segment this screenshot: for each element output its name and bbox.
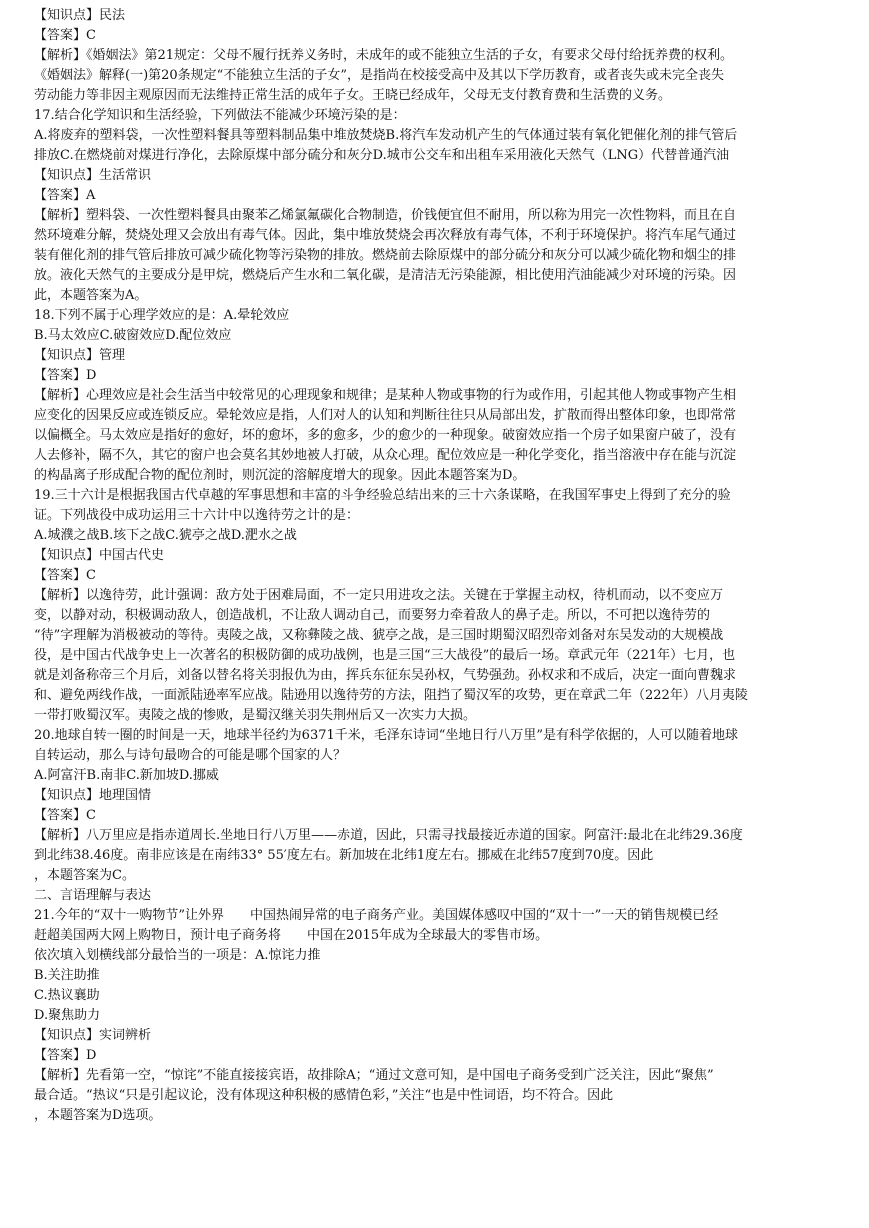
- text-line: 赶超美国两大网上购物日，预计电子商务将 中国在2015年成为全球最大的零售市场。: [34, 928, 549, 943]
- text-line: 【知识点】生活常识: [34, 168, 152, 183]
- text-line: 依次填入划横线部分最恰当的一项是：A.惊诧力推: [34, 948, 321, 963]
- text-line: 【解析】《婚姻法》第21规定：父母不履行抚养义务时，未成年的或不能独立生活的子女，有要求父母付给抚养费的权利。: [34, 48, 734, 63]
- text-line: A.城濮之战B.垓下之战C.猇亭之战D.淝水之战: [34, 528, 297, 543]
- text-line: 【答案】D: [34, 1048, 97, 1063]
- text-line: 【答案】D: [34, 368, 97, 383]
- text-line: 【知识点】实词辨析: [34, 1028, 152, 1043]
- text-line: 【解析】八万里应是指赤道周长.坐地日行八万里——赤道，因此，只需寻找最接近赤道的国家。阿富汗:最北在北纬29.36度: [34, 828, 743, 843]
- text-line: 【知识点】民法: [34, 8, 126, 23]
- text-line: 最合适。“热议“只是引起议论，没有体现这种积极的感情色彩，”关注“也是中性词语，均不符合。因此: [34, 1088, 614, 1103]
- text-line: 变，以静对动，积极调动敌人，创造战机，不让敌人调动自己，而要努力牵着敌人的鼻子走。所以，不可把以逸待劳的: [34, 608, 711, 623]
- text-line: 和、避免两线作战，一面派陆逊率军应战。陆逊用以逸待劳的方法，阻挡了蜀汉军的攻势，更在章武二年（222年）八月夷陵: [34, 688, 748, 703]
- text-line: ，本题答案为C。: [34, 868, 135, 883]
- text-line: 以偏概全。马太效应是指好的愈好，坏的愈坏，多的愈多，少的愈少的一种现象。破窗效应指一个房子如果窗户破了，没有: [34, 428, 737, 443]
- question-19: 19.三十六计是根据我国古代卓越的军事思想和丰富的斗争经验总结出来的三十六条谋略，在我国军事史上得到了充分的验: [34, 488, 731, 503]
- text-line: 【答案】C: [34, 28, 96, 43]
- text-line: 放。液化天然气的主要成分是甲烷，燃烧后产生水和二氧化碳，是清洁无污染能源，相比使用汽油能减少对环境的污染。因: [34, 268, 737, 283]
- text-line: 此，本题答案为A。: [34, 288, 148, 303]
- text-line: 排放C.在燃烧前对煤进行净化，去除原煤中部分硫分和灰分D.城市公交车和出租车采用液化天然气（LNG）代替普通汽油: [34, 148, 730, 163]
- text-line: ，本题答案为D选项。: [34, 1108, 162, 1123]
- text-line: 一带打败蜀汉军。夷陵之战的惨败，是蜀汉继关羽失荆州后又一次实力大损。: [34, 708, 477, 723]
- text-line: A.将废弃的塑料袋，一次性塑料餐具等塑料制品集中堆放焚烧B.将汽车发动机产生的气体通过装有氧化钯催化剂的排气管后: [34, 128, 738, 143]
- text-line: 到北纬38.46度。南非应该是在南纬33° 55′度左右。新加坡在北纬1度左右。挪威在北纬57度到70度。因此: [34, 848, 654, 863]
- text-line: 【知识点】地理国情: [34, 788, 152, 803]
- question-18: 18.下列不属于心理学效应的是：A.晕轮效应: [34, 308, 290, 323]
- text-line: 应变化的因果反应或连锁反应。晕轮效应是指，人们对人的认知和判断往往只从局部出发，扩散而得出整体印象，也即常常: [34, 408, 737, 423]
- text-line: 役，是中国古代战争史上一次著名的积极防御的成功战例，也是三国“三大战役”的最后一场。章武元年（221年）七月，也: [34, 648, 736, 663]
- text-line: 【知识点】中国古代史: [34, 548, 165, 563]
- text-line: 【解析】以逸待劳，此计强调：敌方处于困难局面，不一定只用进攻之法。关键在于掌握主动权，待机而动，以不变应万: [34, 588, 724, 603]
- question-21: 21.今年的“双十一购物节”让外界 中国热闹异常的电子商务产业。美国媒体感叹中国的“双十一”一天的销售规模已经: [34, 908, 719, 923]
- text-line: 然环境难分解，焚烧处理又会放出有毒气体。因此，集中堆放焚烧会再次释放有毒气体，不利于环境保护。将汽车尾气通过: [34, 228, 737, 243]
- text-line: D.聚焦助力: [34, 1008, 101, 1023]
- text-line: 证。下列战役中成功运用三十六计中以逸待劳之计的是：: [34, 508, 360, 523]
- text-line: 就是刘备称帝三个月后，刘备以替名将关羽报仇为由，挥兵东征东吴孙权，气势强劲。孙权求和不成后，决定一面向曹魏求: [34, 668, 737, 683]
- text-line: “待”字理解为消极被动的等待。夷陵之战，又称彝陵之战、猇亭之战，是三国时期蜀汉昭烈帝刘备对东吴发动的大规模战: [34, 628, 724, 643]
- text-line: 【解析】先看第一空，“惊诧”不能直接接宾语，故排除A；“通过文意可知，是中国电子商务受到广泛关注，因此“聚焦”: [34, 1068, 714, 1083]
- text-line: A.阿富汗B.南非C.新加坡D.挪威: [34, 768, 219, 783]
- text-line: 【解析】心理效应是社会生活当中较常见的心理现象和规律；是某种人物或事物的行为或作用，引起其他人物或事物产生相: [34, 388, 737, 403]
- text-line: C.热议襄助: [34, 988, 100, 1003]
- document-body: [34, 6, 854, 1126]
- text-line: 装有催化剂的排气管后排放可减少硫化物等污染物的排放。燃烧前去除原煤中的部分硫分和灰分可以减少硫化物和烟尘的排: [34, 248, 737, 263]
- text-line: 《婚姻法》解释(一)第20条规定“不能独立生活的子女”，是指尚在校接受高中及其以下学历教育，或者丧失或未完全丧失: [34, 68, 724, 83]
- text-line: 人去修补，隔不久，其它的窗户也会莫名其妙地被人打破，从众心理。配位效应是一种化学变化，指当溶液中存在能与沉淀: [34, 448, 737, 463]
- text-line: 【解析】塑料袋、一次性塑料餐具由聚苯乙烯氯氟碳化合物制造，价钱便宜但不耐用，所以称为用完一次性物料，而且在自: [34, 208, 737, 223]
- text-line: 劳动能力等非因主观原因而无法维持正常生活的成年子女。王晓已经成年，父母无支付教育费和生活费的义务。: [34, 88, 672, 103]
- text-line: 【答案】C: [34, 808, 96, 823]
- text-line: B.关注助推: [34, 968, 100, 983]
- section-heading: 二、言语理解与表达: [34, 888, 152, 903]
- question-20: 20.地球自转一圈的时间是一天，地球半径约为6371千米，毛泽东诗词“坐地日行八万里”是有科学依据的，人可以随着地球: [34, 728, 739, 743]
- text-line: 【知识点】管理: [34, 348, 126, 363]
- text-line: B.马太效应C.破窗效应D.配位效应: [34, 328, 232, 343]
- text-line: 【答案】A: [34, 188, 96, 203]
- text-line: 自转运动，那么与诗句最吻合的可能是哪个国家的人？: [34, 748, 347, 763]
- text-line: 【答案】C: [34, 568, 96, 583]
- text-line: 的构晶离子形成配合物的配位剂时，则沉淀的溶解度增大的现象。因此本题答案为D。: [34, 468, 526, 483]
- question-17: 17.结合化学知识和生活经验，下列做法不能减少环境污染的是：: [34, 108, 406, 123]
